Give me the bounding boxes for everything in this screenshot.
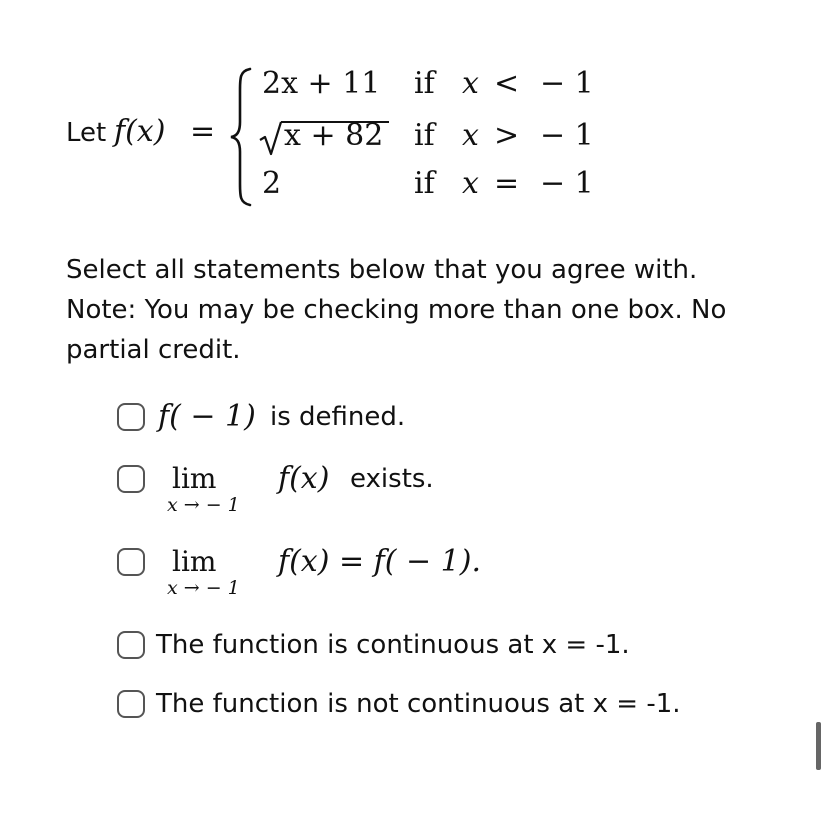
piece-cond-val: − 1: [540, 66, 594, 101]
option-3-lim-subscript: x → − 1: [167, 577, 240, 599]
option-4-checkbox[interactable]: [117, 631, 145, 659]
option-2-label: exists.: [350, 464, 434, 494]
left-brace: [228, 66, 254, 208]
option-1-math: f( − 1): [158, 399, 256, 434]
piece-cond-op: =: [494, 166, 520, 201]
option-1-checkbox[interactable]: [117, 403, 145, 431]
option-2-checkbox[interactable]: [117, 465, 145, 493]
scrollbar-thumb[interactable]: [816, 722, 821, 770]
piece-cond-val: − 1: [540, 118, 594, 153]
piece-expression: 2x + 11: [262, 66, 381, 101]
option-2-lim: lim: [172, 462, 217, 495]
piece-cond-val: − 1: [540, 166, 594, 201]
piece-cond-op: >: [494, 118, 520, 153]
option-3-lim: lim: [172, 545, 217, 578]
piece-cond-var: x: [462, 166, 479, 201]
option-3-math: f(x) = f( − 1).: [278, 544, 481, 579]
option-5-label: The function is not continuous at x = -1.: [156, 689, 681, 719]
function-lhs: f(x): [114, 114, 166, 149]
option-2-math: f(x): [278, 461, 330, 496]
piece-if: if: [414, 66, 435, 101]
instructions-text: Select all statements below that you agree with. Note: You may be checking more than one box. No partial credit.: [66, 255, 727, 365]
option-5-checkbox[interactable]: [117, 690, 145, 718]
option-2-lim-subscript: x → − 1: [167, 494, 240, 516]
piece-expression: 2: [262, 166, 282, 201]
let-label: Let: [66, 118, 107, 148]
option-1-label: is defined.: [270, 402, 406, 432]
sqrt-icon: [258, 118, 284, 158]
option-3-checkbox[interactable]: [117, 548, 145, 576]
equals-sign: =: [190, 114, 216, 149]
piece-cond-op: <: [494, 66, 520, 101]
option-4-label: The function is continuous at x = -1.: [156, 630, 630, 660]
piece-cond-var: x: [462, 118, 479, 153]
piece-if: if: [414, 118, 435, 153]
piece-cond-var: x: [462, 66, 479, 101]
piece-if: if: [414, 166, 435, 201]
piece-radicand: x + 82: [284, 118, 384, 153]
